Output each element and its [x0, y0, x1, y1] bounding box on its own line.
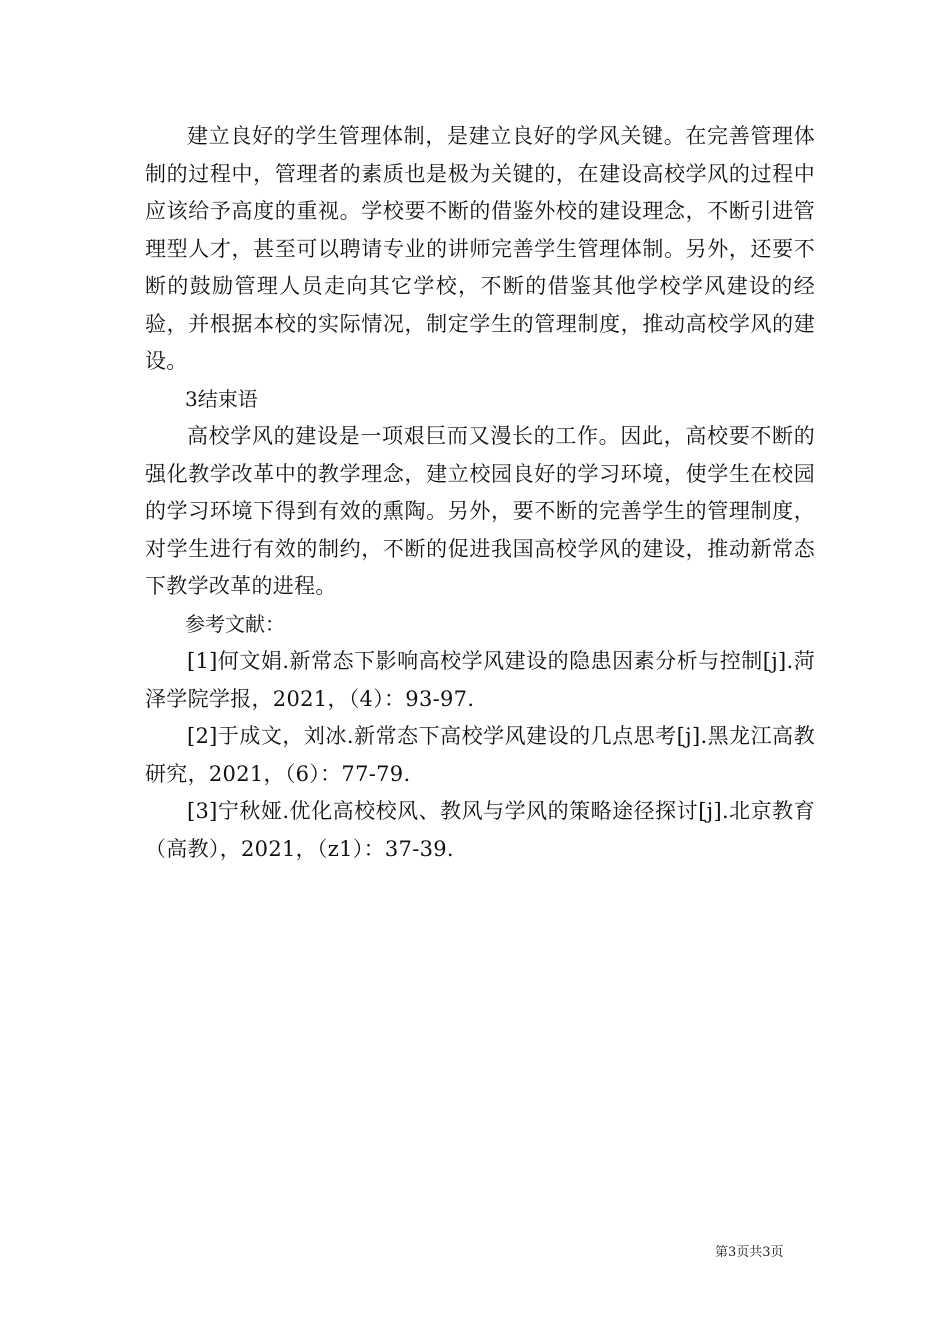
reference-item: [3]宁秋娅.优化高校校风、教风与学风的策略途径探讨[j].北京教育（高教），2021，（z1）：37-39.	[145, 799, 815, 861]
reference-item: [1]何文娟.新常态下影响高校学风建设的隐患因素分析与控制[j].菏泽学院学报，2021，（4）：93-97.	[145, 649, 815, 711]
body-paragraph: 建立良好的学生管理体制，是建立良好的学风关键。在完善管理体制的过程中，管理者的素质也是极为关键的，在建设高校学风的过程中应该给予高度的重视。学校要不断的借鉴外校的建设理念，不断引进管理型人才，甚至可以聘请专业的讲师完善学生管理体制。另外，还要不断的鼓励管理人员走向其它学校，不断的借鉴其他学校学风建设的经验，并根据本校的实际情况，制定学生的管理制度，推动高校学风的建设。	[145, 124, 815, 373]
reference-item: [2]于成文，刘冰.新常态下高校学风建设的几点思考[j].黑龙江高教研究，2021，（6）：77-79.	[145, 724, 815, 786]
section-heading: 3结束语	[185, 386, 258, 411]
references-heading: 参考文献：	[185, 611, 285, 636]
page-indicator: 第3页共3页	[715, 1245, 784, 1260]
document-body	[145, 118, 815, 868]
conclusion-paragraph: 高校学风的建设是一项艰巨而又漫长的工作。因此，高校要不断的强化教学改革中的教学理念，建立校园良好的学习环境，使学生在校园的学习环境下得到有效的熏陶。另外，要不断的完善学生的管理制度，对学生进行有效的制约，不断的促进我国高校学风的建设，推动新常态下教学改革的进程。	[145, 424, 815, 598]
